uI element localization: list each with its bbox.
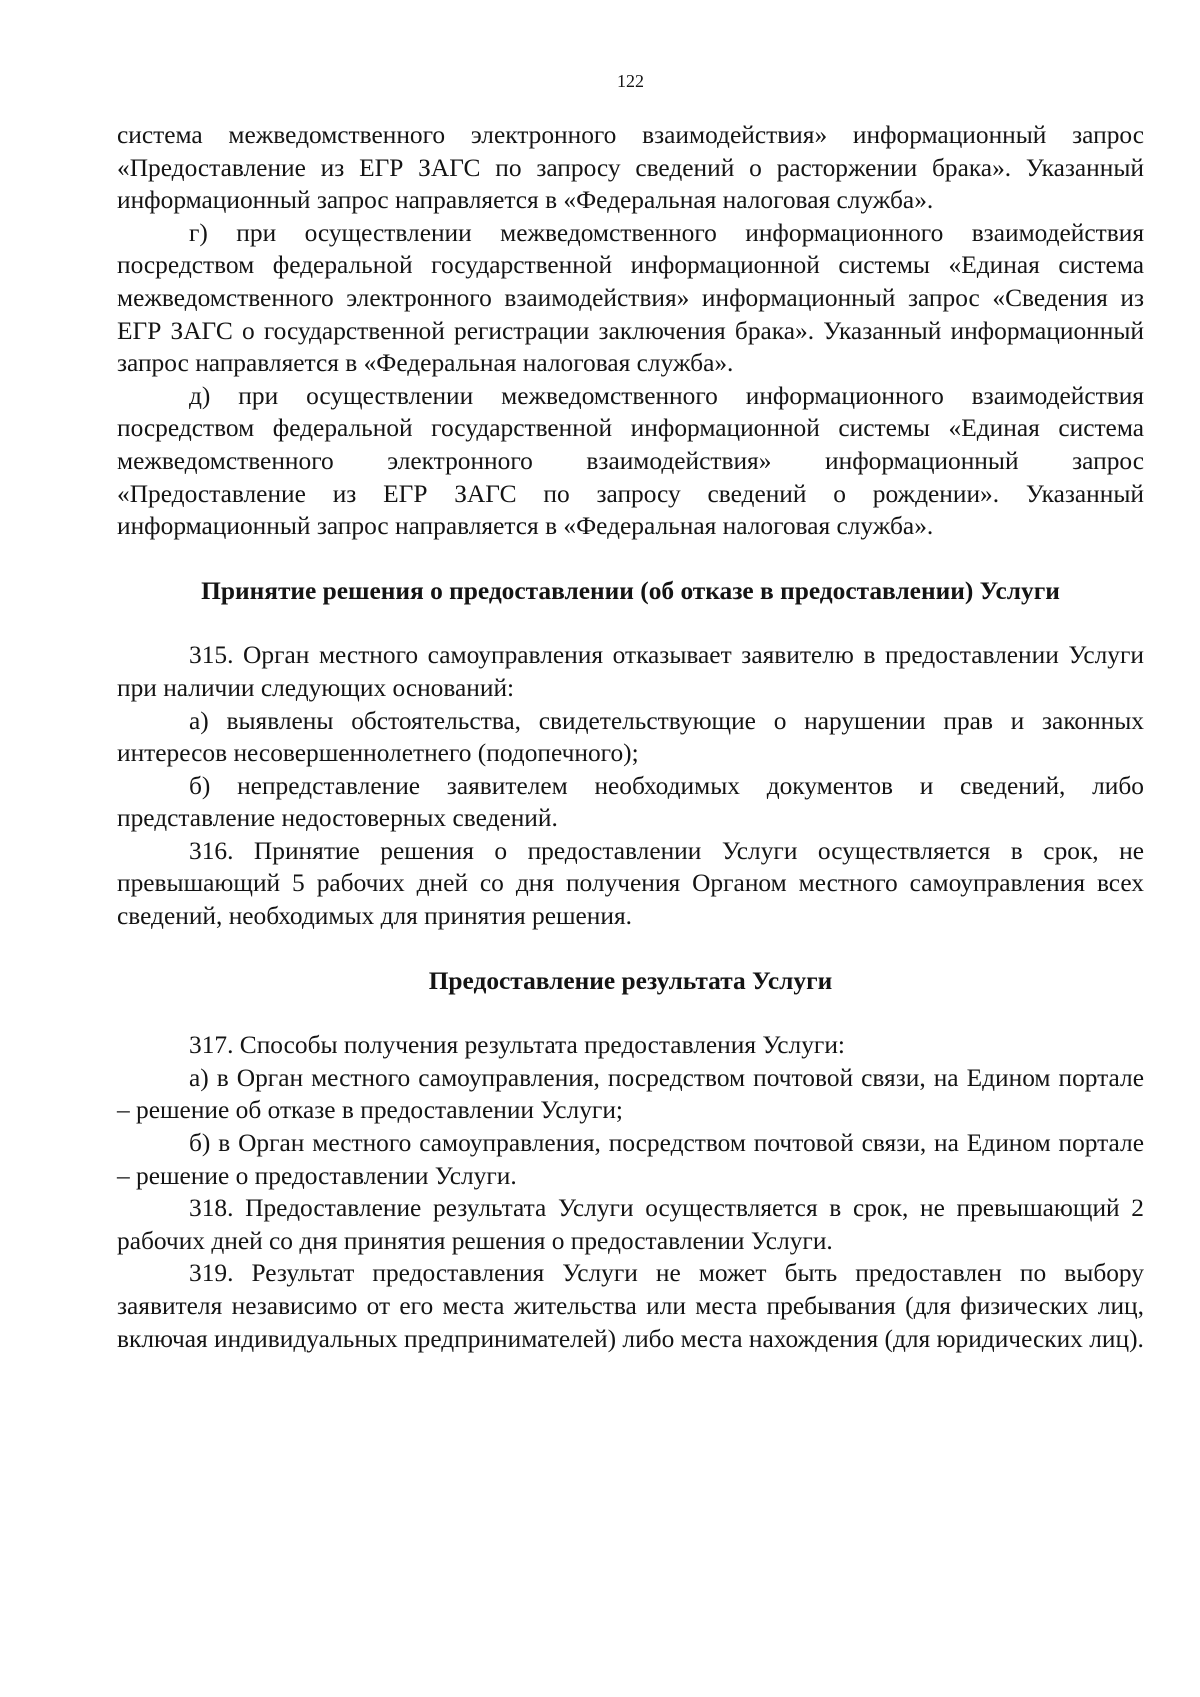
paragraph-317-a: а) в Орган местного самоуправления, посредством почтовой связи, на Едином портале – решение об отказе в предоставлении Услуги; bbox=[117, 1063, 1144, 1125]
paragraph-item-g: г) при осуществлении межведомственного информационного взаимодействия посредством федеральной государственной информационной системы «Единая система межведомственного электронного взаимодействия» информационный запрос «Сведения из ЕГР ЗАГС о государственной регистрации заключения брака». Указанный информационный запрос направляется в «Федеральная налоговая служба». bbox=[117, 218, 1144, 378]
section-heading-decision: Принятие решения о предоставлении (об отказе в предоставлении) Услуги bbox=[201, 576, 1060, 605]
section-heading-result: Предоставление результата Услуги bbox=[428, 966, 833, 995]
page-number: 122 bbox=[617, 71, 644, 91]
section-spacer bbox=[117, 543, 1144, 575]
document-body bbox=[117, 119, 1144, 1355]
paragraph-316: 316. Принятие решения о предоставлении Услуги осуществляется в срок, не превышающий 5 рабочих дней со дня получения Органом местного самоуправления всех сведений, необходимых для принятия решения. bbox=[117, 836, 1144, 931]
paragraph-continuation: система межведомственного электронного взаимодействия» информационный запрос «Предоставление из ЕГР ЗАГС по запросу сведений о расторжении брака». Указанный информационный запрос направляется в «Федеральная налоговая служба». bbox=[117, 121, 1144, 215]
paragraph-317: 317. Способы получения результата предоставления Услуги: bbox=[189, 1031, 845, 1060]
section-spacer bbox=[117, 997, 1144, 1029]
paragraph-317-b: б) в Орган местного самоуправления, посредством почтовой связи, на Едином портале – решение о предоставлении Услуги. bbox=[117, 1129, 1144, 1190]
paragraph-319: 319. Результат предоставления Услуги не может быть предоставлен по выбору заявителя независимо от его места жительства или места пребывания (для физических лиц, включая индивидуальных предпринимателей) либо места нахождения (для юридических лиц). bbox=[117, 1259, 1144, 1353]
section-spacer bbox=[117, 607, 1144, 639]
paragraph-315-a: а) выявлены обстоятельства, свидетельствующие о нарушении прав и законных интересов несовершеннолетнего (подопечного); bbox=[117, 706, 1144, 768]
paragraph-318: 318. Предоставление результата Услуги осуществляется в срок, не превышающий 2 рабочих дней со дня принятия решения о предоставлении Услуги. bbox=[117, 1194, 1144, 1255]
paragraph-item-d: д) при осуществлении межведомственного информационного взаимодействия посредством федеральной государственной информационной системы «Единая система межведомственного электронного взаимодействия» информационный запрос «Предоставление из ЕГР ЗАГС по запросу сведений о рождении». Указанный информационный запрос направляется в «Федеральная налоговая служба». bbox=[117, 381, 1144, 541]
paragraph-315-b: б) непредставление заявителем необходимых документов и сведений, либо представление недостоверных сведений. bbox=[117, 771, 1144, 833]
section-spacer bbox=[117, 933, 1144, 965]
paragraph-315: 315. Орган местного самоуправления отказывает заявителю в предоставлении Услуги при наличии следующих оснований: bbox=[117, 641, 1144, 702]
